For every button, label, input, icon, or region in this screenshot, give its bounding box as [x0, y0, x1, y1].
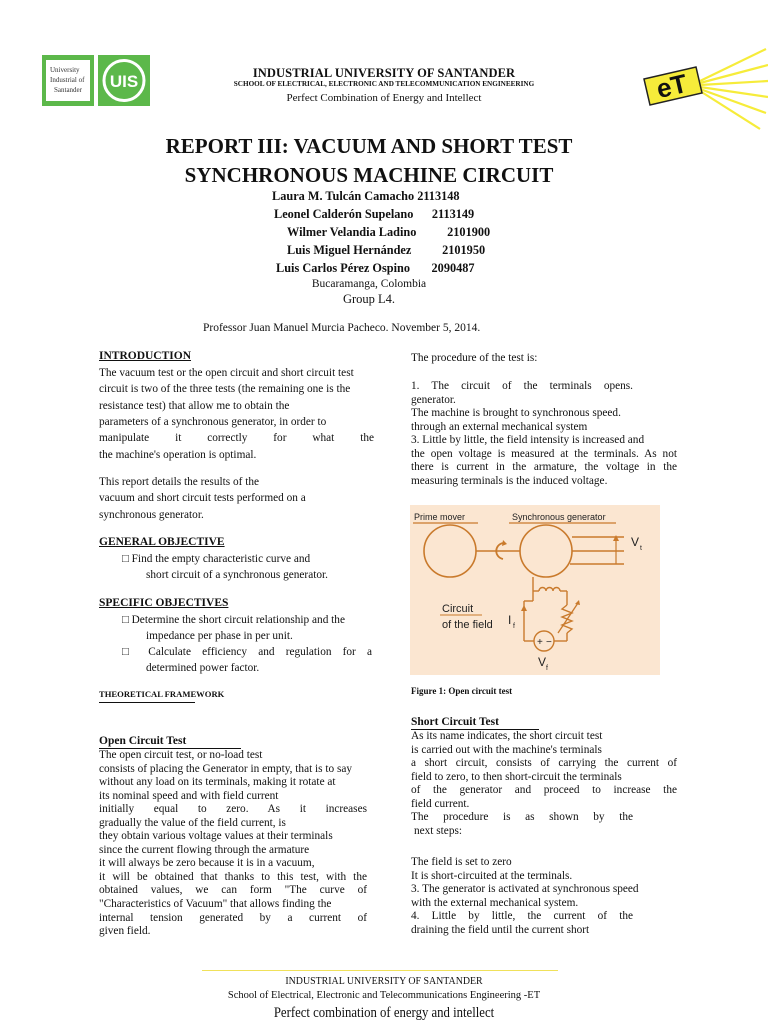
- uis-logo-text-2: Industrial of: [50, 76, 85, 84]
- text-line: given field.: [99, 925, 151, 938]
- synchronous-generator-label: Synchronous generator: [512, 512, 606, 522]
- text-line: resistance test) that allow me to obtain the: [99, 399, 290, 412]
- specific-objective-item-2-cont: determined power factor.: [146, 662, 260, 674]
- text-line: The vacuum test or the open circuit and short circuit test: [99, 367, 354, 379]
- text-line: it will be obtained that thanks to this test, with the: [99, 870, 367, 883]
- specific-objectives-heading: SPECIFIC OBJECTIVES: [99, 597, 229, 609]
- text-line: since the current flowing through the armature: [99, 843, 310, 856]
- text-line: draining the field until the current short: [411, 923, 590, 936]
- vt-subscript-text: t: [640, 545, 642, 552]
- footer-university: INDUSTRIAL UNIVERSITY OF SANTANDER: [285, 975, 483, 987]
- group: Group L4.: [342, 292, 396, 306]
- text-line: vacuum and short circuit tests performed on a: [99, 492, 306, 505]
- footer-motto: Perfect combination of energy and intellect: [273, 1005, 495, 1021]
- text-line: 1. The circuit of the terminals opens.: [411, 380, 633, 392]
- specific-objective-item-2: □ Calculate efficiency and regulation for a: [122, 646, 372, 658]
- intro-paragraph-2: [99, 476, 374, 522]
- et-logo: [638, 43, 768, 133]
- et-logo-text: eT: [653, 67, 690, 105]
- text-line: next steps:: [414, 824, 463, 837]
- svg-text:−: −: [546, 637, 552, 648]
- location: Bucaramanga, Colombia: [311, 278, 427, 290]
- text-line: there is current in the armature, the voltage in the: [411, 461, 677, 474]
- intro-paragraph: [99, 367, 374, 462]
- footer-divider: [202, 970, 558, 971]
- text-line: manipulate it correctly for what the: [99, 432, 374, 445]
- theoretical-framework-heading: THEORETICAL FRAMEWORK: [99, 689, 225, 699]
- text-line: The machine is brought to synchronous speed.: [411, 407, 621, 420]
- svg-text:+: +: [537, 637, 543, 648]
- vt-label: V: [631, 535, 640, 549]
- text-line: The open circuit test, or no-load test: [99, 749, 263, 761]
- if-subscript: f: [513, 623, 515, 630]
- short-circuit-heading: Short Circuit Test: [411, 716, 499, 728]
- text-line: without any load on its terminals, making it rotate at: [99, 776, 336, 789]
- specific-objective-item-1-cont: impedance per phase in per unit.: [146, 630, 293, 642]
- text-line: This report details the results of the: [99, 476, 259, 488]
- text-line: The field is set to zero: [411, 856, 512, 868]
- report-title-line1: REPORT III: VACUUM AND SHORT TEST: [165, 134, 573, 158]
- text-line: It is short-circuited at the terminals.: [411, 869, 573, 882]
- text-line: obtained values, we can form "The curve of: [99, 884, 367, 897]
- author-1: Laura M. Tulcán Camacho 2113148: [272, 189, 460, 203]
- general-objective-item-cont: short circuit of a synchronous generator.: [146, 569, 328, 581]
- uis-logo-text-1: University: [50, 66, 80, 74]
- text-line: generator.: [411, 393, 456, 406]
- text-line: 4. Little by little, the current of the: [411, 910, 633, 923]
- text-line: with the external mechanical system.: [411, 896, 579, 909]
- text-line: is carried out with the machine's terminals: [411, 743, 602, 756]
- specific-objective-item-1: □ Determine the short circuit relationship and the: [122, 614, 345, 626]
- intro-heading: INTRODUCTION: [99, 350, 192, 362]
- text-line: measuring terminals is the induced voltage.: [411, 474, 608, 487]
- general-objective-heading: GENERAL OBJECTIVE: [99, 536, 225, 548]
- text-line: 3. Little by little, the field intensity is increased and: [411, 434, 645, 447]
- of-the-field-label: of the field: [442, 619, 493, 631]
- prime-mover-label: Prime mover: [414, 512, 466, 522]
- text-line: internal tension generated by a current of: [99, 911, 367, 924]
- open-circuit-paragraph: [99, 749, 367, 939]
- text-line: its nominal speed and with field current: [99, 789, 279, 802]
- footer-school: School of Electrical, Electronic and Telecommunications Engineering -ET: [227, 990, 541, 1001]
- text-line: a short circuit, consists of carrying the current of: [411, 757, 677, 770]
- header-university: INDUSTRIAL UNIVERSITY OF SANTANDER: [252, 66, 516, 80]
- header-motto: Perfect Combination of Energy and Intellect: [286, 92, 482, 104]
- text-line: The procedure is as shown by the: [411, 811, 633, 824]
- vf-label: V: [538, 655, 547, 669]
- circuit-label: Circuit: [442, 603, 474, 615]
- if-label: I: [508, 613, 512, 627]
- text-line: through an external mechanical system: [411, 420, 588, 433]
- text-line: the open voltage is measured at the terminals. As not: [411, 447, 677, 460]
- short-circuit-paragraph: [411, 730, 677, 838]
- text-line: field current.: [411, 797, 470, 810]
- author-3: Wilmer Velandia Ladino 2101900: [287, 225, 491, 239]
- header-school: SCHOOL OF ELECTRICAL, ELECTRONIC AND TELECOMMUNICATION ENGINEERING: [233, 80, 535, 88]
- text-line: initially equal to zero. As it increases: [99, 803, 367, 816]
- vf-subscript: f: [546, 665, 548, 672]
- text-line: "Characteristics of Vacuum" that allows finding the: [99, 898, 332, 911]
- procedure-paragraph: [411, 380, 677, 488]
- general-objective-item: □ Find the empty characteristic curve and: [122, 553, 311, 565]
- text-line: they obtain various voltage values at their terminals: [99, 830, 333, 843]
- text-line: As its name indicates, the short circuit test: [411, 730, 603, 742]
- author-5: Luis Carlos Pérez Ospino 2090487: [276, 261, 475, 275]
- report-title-line2: SYNCHRONOUS MACHINE CIRCUIT: [184, 163, 554, 187]
- open-circuit-heading: Open Circuit Test: [99, 735, 187, 747]
- short-circuit-steps: [411, 856, 677, 937]
- open-circuit-diagram: [410, 505, 660, 675]
- figure-caption: Figure 1: Open circuit test: [411, 686, 513, 696]
- author-2: Leonel Calderón Supelano 2113149: [274, 207, 475, 221]
- text-line: synchronous generator.: [99, 508, 204, 521]
- uis-logo-text-3: Santander: [54, 86, 82, 94]
- professor-date: Professor Juan Manuel Murcia Pacheco. November 5, 2014.: [203, 322, 481, 334]
- heading-underline: [99, 702, 195, 703]
- text-line: parameters of a synchronous generator, in order to: [99, 415, 327, 428]
- uis-logo-mark: UIS: [109, 72, 139, 91]
- author-4: Luis Miguel Hernández 2101950: [287, 243, 486, 257]
- text-line: gradually the value of the field current, is: [99, 816, 286, 829]
- text-line: it will always be zero because it is in a vacuum,: [99, 857, 315, 870]
- text-line: field to zero, to then short-circuit the terminals: [411, 770, 622, 783]
- text-line: the machine's operation is optimal.: [99, 448, 257, 461]
- text-line: circuit is two of the three tests (the remaining one is the: [99, 383, 351, 396]
- text-line: 3. The generator is activated at synchronous speed: [411, 883, 639, 896]
- procedure-intro: The procedure of the test is:: [411, 352, 538, 364]
- text-line: consists of placing the Generator in empty, that is to say: [99, 762, 353, 775]
- text-line: of the generator and proceed to increase the: [411, 784, 677, 797]
